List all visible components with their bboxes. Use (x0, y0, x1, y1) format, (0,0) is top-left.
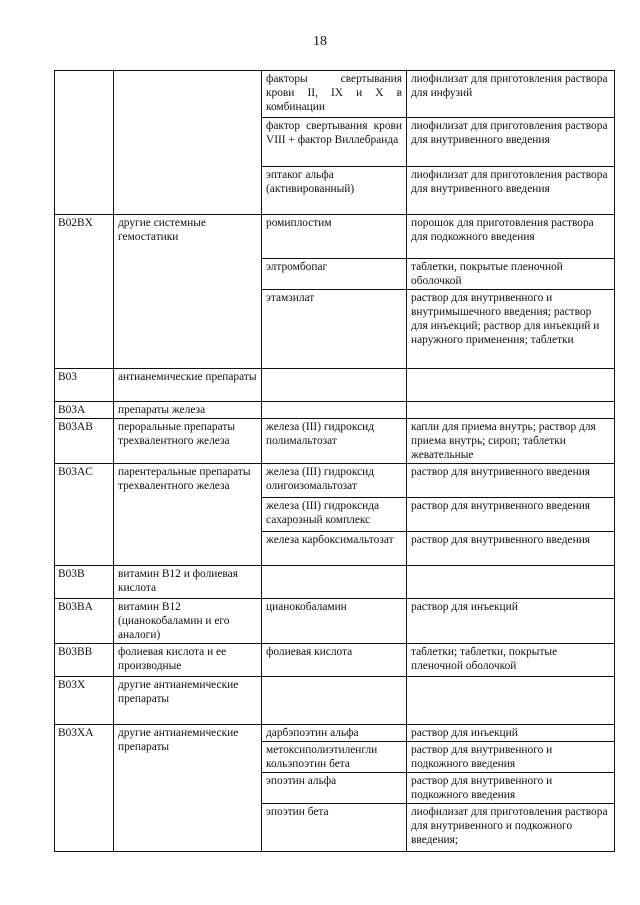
drug-name-cell: цианокобаламин (262, 599, 407, 644)
atc-code-cell (55, 71, 114, 215)
dosage-form-cell: таблетки, покрытые пленочной оболочкой (407, 259, 615, 290)
drug-name-cell: эптаког альфа (активированный) (262, 167, 407, 215)
dosage-form-cell: порошок для приготовления раствора для подкожного введения (407, 215, 615, 259)
drug-name-cell: эпоэтин альфа (262, 773, 407, 804)
dosage-form-cell: лиофилизат для приготовления раствора для инфузий (407, 71, 615, 118)
dosage-form-cell (407, 566, 615, 599)
drug-table (54, 70, 615, 852)
dosage-form-cell: раствор для внутривенного и внутримышечного введения; раствор для инъекций; раствор для инъекций и наружного применения; таблетки (407, 290, 615, 369)
anatomical-group-cell: другие антианемические препараты (114, 725, 262, 852)
drug-name-cell: железа (III) гидроксид полимальтозат (262, 419, 407, 464)
atc-code-cell: B03XA (55, 725, 114, 852)
dosage-form-cell: раствор для внутривенного введения (407, 532, 615, 566)
dosage-form-cell: раствор для внутривенного и подкожного введения (407, 773, 615, 804)
drug-name-cell: железа карбоксимальтозат (262, 532, 407, 566)
anatomical-group-cell: витамин B12 (цианокобаламин и его аналоги) (114, 599, 262, 644)
table-row (55, 725, 615, 742)
dosage-form-cell (407, 677, 615, 725)
atc-code-cell: B03 (55, 369, 114, 402)
dosage-form-cell: раствор для внутривенного введения (407, 464, 615, 498)
atc-code-cell: B03A (55, 402, 114, 419)
drug-name-cell: фактор свертывания крови VIII + фактор Виллебранда (262, 118, 407, 167)
drug-name-cell (262, 402, 407, 419)
anatomical-group-cell: другие системные гемостатики (114, 215, 262, 369)
dosage-form-cell: лиофилизат для приготовления раствора для внутривенного введения (407, 118, 615, 167)
dosage-form-cell (407, 402, 615, 419)
dosage-form-cell: лиофилизат для приготовления раствора для внутривенного введения (407, 167, 615, 215)
dosage-form-cell: раствор для инъекций (407, 599, 615, 644)
table-row (55, 71, 615, 118)
table-row (55, 677, 615, 725)
drug-name-cell (262, 566, 407, 599)
atc-code-cell: B03BB (55, 644, 114, 677)
dosage-form-cell (407, 369, 615, 402)
drug-name-cell: элтромбопаг (262, 259, 407, 290)
table-row (55, 599, 615, 644)
anatomical-group-cell: фолиевая кислота и ее производные (114, 644, 262, 677)
atc-code-cell: B03B (55, 566, 114, 599)
anatomical-group-cell: другие антианемические препараты (114, 677, 262, 725)
drug-name-cell: эпоэтин бета (262, 804, 407, 852)
table-row (55, 402, 615, 419)
drug-name-cell: факторы свертывания крови II, IX и X в комбинации (262, 71, 407, 118)
anatomical-group-cell: антианемические препараты (114, 369, 262, 402)
atc-code-cell: B03BA (55, 599, 114, 644)
drug-name-cell: железа (III) гидроксида сахарозный комплекс (262, 498, 407, 532)
dosage-form-cell: таблетки; таблетки, покрытые пленочной оболочкой (407, 644, 615, 677)
dosage-form-cell: лиофилизат для приготовления раствора для внутривенного и подкожного введения; (407, 804, 615, 852)
dosage-form-cell: раствор для внутривенного и подкожного введения (407, 742, 615, 773)
drug-name-cell (262, 677, 407, 725)
drug-table-container (54, 70, 614, 846)
page-number: 18 (313, 34, 327, 49)
table-row (55, 419, 615, 464)
drug-table-body (55, 71, 615, 852)
atc-code-cell: B02BX (55, 215, 114, 369)
table-row (55, 644, 615, 677)
anatomical-group-cell: парентеральные препараты трехвалентного железа (114, 464, 262, 566)
dosage-form-cell: раствор для внутривенного введения (407, 498, 615, 532)
drug-name-cell: метоксиполиэтиленгли кольэпоэтин бета (262, 742, 407, 773)
drug-name-cell: этамзилат (262, 290, 407, 369)
drug-name-cell: дарбэпоэтин альфа (262, 725, 407, 742)
atc-code-cell: B03AB (55, 419, 114, 464)
table-row (55, 566, 615, 599)
anatomical-group-cell (114, 71, 262, 215)
atc-code-cell: B03X (55, 677, 114, 725)
drug-name-cell: ромиплостим (262, 215, 407, 259)
drug-name-cell: железа (III) гидроксид олигоизомальтозат (262, 464, 407, 498)
dosage-form-cell: капли для приема внутрь; раствор для приема внутрь; сироп; таблетки жевательные (407, 419, 615, 464)
atc-code-cell: B03AC (55, 464, 114, 566)
drug-name-cell (262, 369, 407, 402)
anatomical-group-cell: витамин B12 и фолиевая кислота (114, 566, 262, 599)
dosage-form-cell: раствор для инъекций (407, 725, 615, 742)
table-row (55, 464, 615, 498)
drug-name-cell: фолиевая кислота (262, 644, 407, 677)
table-row (55, 369, 615, 402)
anatomical-group-cell: пероральные препараты трехвалентного железа (114, 419, 262, 464)
table-row (55, 215, 615, 259)
anatomical-group-cell: препараты железа (114, 402, 262, 419)
